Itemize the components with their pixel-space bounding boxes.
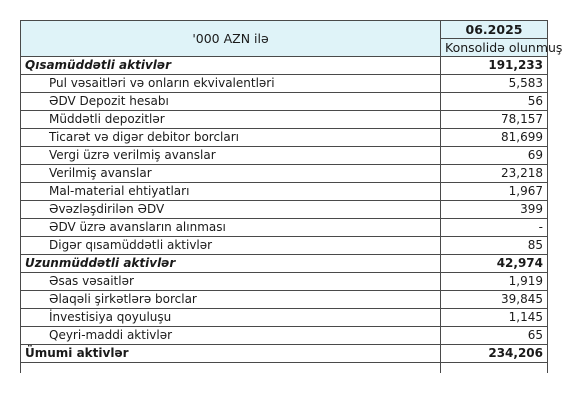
row-label: Ümumi aktivlər (21, 345, 441, 363)
row-label: Müddətli depozitlər (21, 111, 441, 129)
row-label: Mal-material ehtiyatları (21, 183, 441, 201)
row-label: Vergi üzrə verilmiş avanslar (21, 147, 441, 165)
table-row (21, 75, 548, 93)
basis-header: Konsolidə olunmuş (441, 39, 548, 57)
row-value: 81,699 (441, 129, 548, 147)
row-value: 42,974 (441, 255, 548, 273)
row-label: Qısamüddətli aktivlər (21, 57, 441, 75)
row-label: Uzunmüddətli aktivlər (21, 255, 441, 273)
row-label: Qeyri-maddi aktivlər (21, 327, 441, 345)
row-label: ƏDV Depozit hesabı (21, 93, 441, 111)
row-value: 399 (441, 201, 548, 219)
table-row (21, 165, 548, 183)
row-value: 1,967 (441, 183, 548, 201)
row-value: 191,233 (441, 57, 548, 75)
row-label: Digər qısamüddətli aktivlər (21, 237, 441, 255)
table-row (21, 237, 548, 255)
section-row (21, 57, 548, 75)
table-row (21, 327, 548, 345)
section-row (21, 255, 548, 273)
row-value: 78,157 (441, 111, 548, 129)
table-row (21, 183, 548, 201)
header-row (21, 21, 548, 39)
row-value: 69 (441, 147, 548, 165)
row-label: Ticarət və digər debitor borcları (21, 129, 441, 147)
table-row (21, 201, 548, 219)
row-value: 23,218 (441, 165, 548, 183)
table-row (21, 219, 548, 237)
row-value: 39,845 (441, 291, 548, 309)
row-value: 65 (441, 327, 548, 345)
period-header: 06.2025 (441, 21, 548, 39)
row-value: 1,919 (441, 273, 548, 291)
table-row (21, 93, 548, 111)
row-value: 56 (441, 93, 548, 111)
table-row (21, 309, 548, 327)
assets-table (20, 20, 562, 373)
empty-row (21, 363, 548, 374)
row-label: Əvəzləşdirilən ƏDV (21, 201, 441, 219)
row-value: - (441, 219, 548, 237)
empty-cell (441, 363, 548, 374)
balance-sheet (20, 20, 562, 373)
row-label: Verilmiş avanslar (21, 165, 441, 183)
unit-label: '000 AZN ilə (21, 21, 441, 57)
row-value: 5,583 (441, 75, 548, 93)
row-label: Əlaqəli şirkətlərə borclar (21, 291, 441, 309)
row-label: Pul vəsaitləri və onların ekvivalentləri (21, 75, 441, 93)
table-row (21, 111, 548, 129)
row-value: 1,145 (441, 309, 548, 327)
row-value: 234,206 (441, 345, 548, 363)
row-value: 85 (441, 237, 548, 255)
row-label: Əsas vəsaitlər (21, 273, 441, 291)
table-row (21, 291, 548, 309)
total-row (21, 345, 548, 363)
table-row (21, 273, 548, 291)
row-label: ƏDV üzrə avansların alınması (21, 219, 441, 237)
row-label: İnvestisiya qoyuluşu (21, 309, 441, 327)
table-row (21, 129, 548, 147)
table-row (21, 147, 548, 165)
empty-cell (21, 363, 441, 374)
